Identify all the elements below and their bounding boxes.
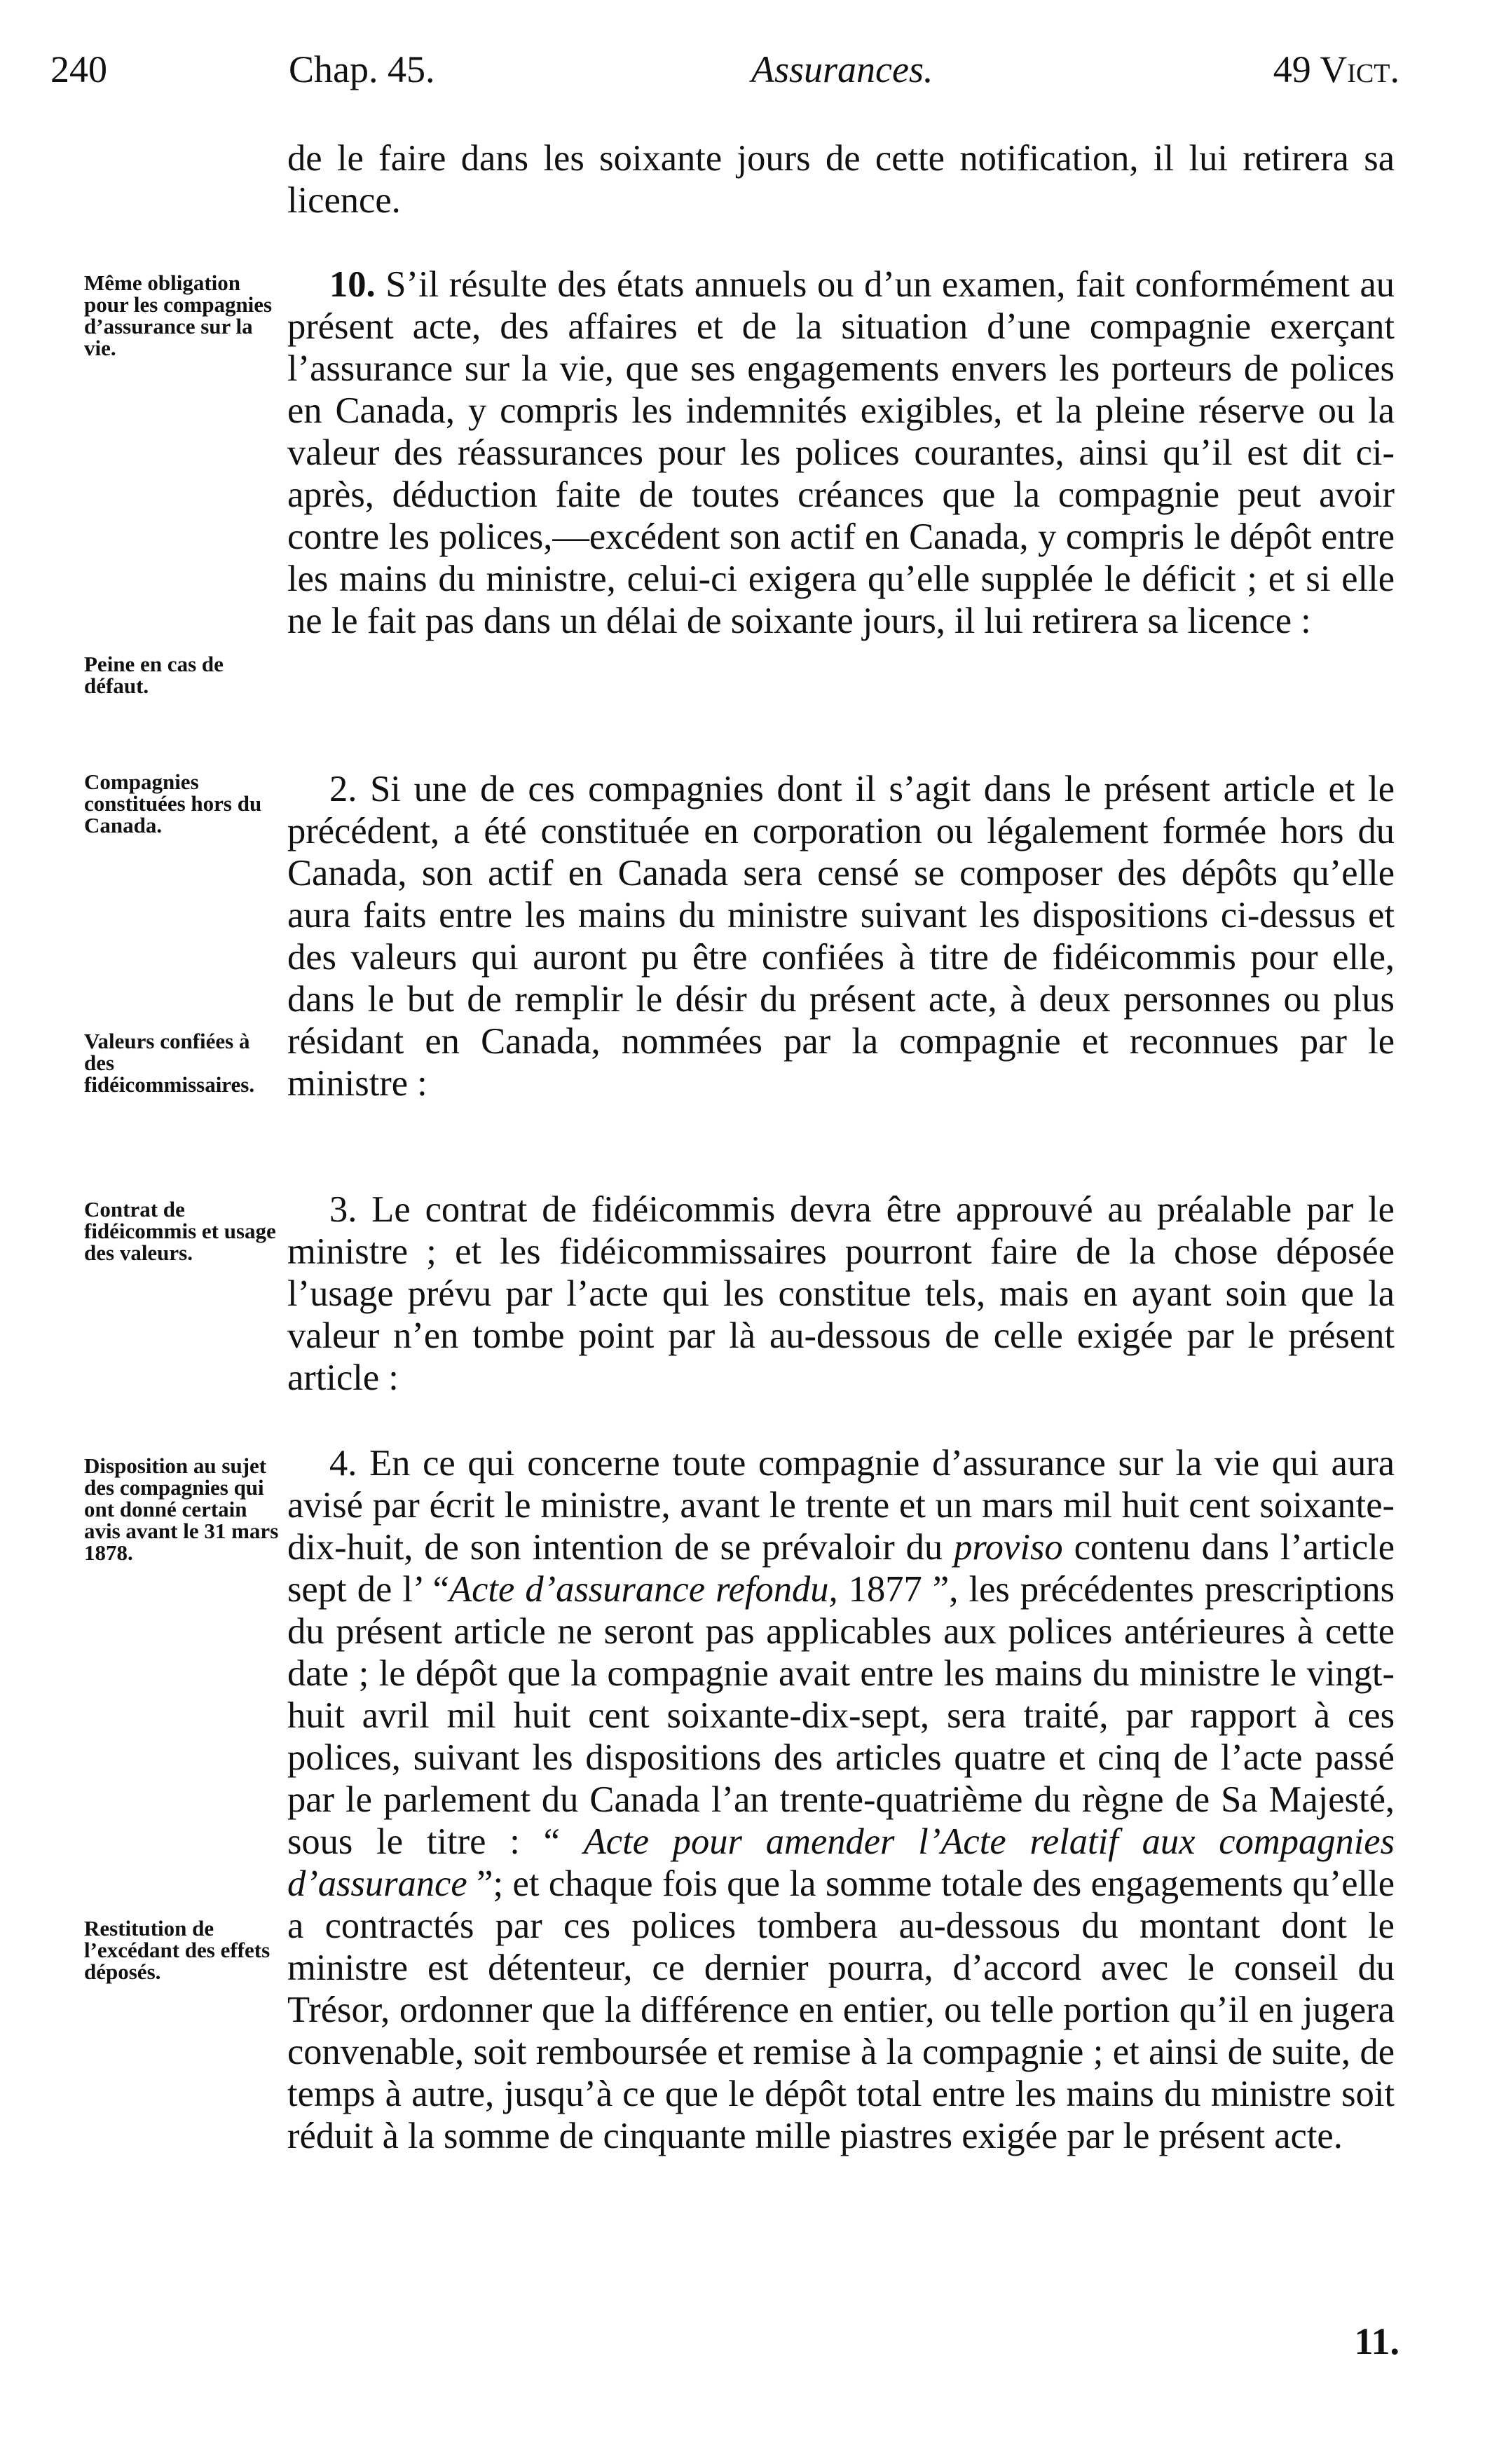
proviso-term: proviso — [954, 1527, 1063, 1568]
act-title-refondu: Acte d’assurance refondu, — [449, 1569, 838, 1610]
section-10-text: S’il résulte des états annuels ou d’un examen, fait conformément au présent acte, des affaires et de la situation d’une compagnie exerçant l’assurance sur la vie, que ses engagements envers les porteurs de polices en Canada, y compris les indemnités exigibles, et la pleine réserve ou la valeur des réassurances pour les polices courantes, ainsi qu’il est dit ci-après, déduction faite de toutes créances que la compagnie peut avoir contre les polices,—excédent son actif en Canada, y compris le dépôt entre les mains du ministre, celui-ci exigera qu’elle supplée le déficit ; et si elle ne le fait pas dans un délai de soixante jours, il lui retirera sa licence : — [287, 264, 1395, 641]
subsection-3 — [287, 1189, 1395, 1399]
marginal-note-restitution: Restitution de l’excédant des effets déposés. — [84, 1916, 271, 1984]
marginal-note-foreign-companies: Compagnies constituées hors du Canada. — [84, 769, 262, 837]
act-title-amend: Acte pour amender l’Acte relatif aux compagnies d’assurance — [287, 1821, 1395, 1904]
running-title: Assurances. — [751, 48, 933, 90]
marginal-note-notice-1878: Disposition au sujet des compagnies qui ont donné certain avis avant le 31 mars 1878. — [84, 1453, 279, 1565]
subsection-2 — [287, 768, 1395, 1104]
continuation-text: de le faire dans les soixante jours de cette notification, il lui retirera sa licence. — [287, 138, 1395, 221]
marginal-note-obligation: Même obligation pour les compagnies d’assurance sur la vie. — [84, 271, 273, 360]
section-10 — [287, 263, 1395, 642]
regnal-year: 49 Vict. — [1273, 48, 1399, 90]
subsection-4-part2: contenu dans l’article sept de l’ “ — [287, 1527, 1395, 1610]
section-10-paragraph — [287, 263, 1395, 642]
section-10-number: 10. — [329, 264, 376, 305]
subsection-3-text: 3. Le contrat de fidéicommis devra être approuvé au préalable par le ministre ; et les fidéicommissaires pourront faire de la chose déposée l’usage prévu par l’acte qui les constitue tels, mais en ayant soin que la valeur n’en tombe point par là au-dessous de celle exigée par le présent article : — [287, 1189, 1395, 1398]
marginal-note-trustees: Valeurs confiées à des fidéicommissaires. — [84, 1029, 255, 1097]
continuation-paragraph — [287, 137, 1395, 221]
subsection-4-part1: 4. En ce qui concerne toute compagnie d’assurance sur la vie qui aura avisé par écrit le ministre, avant le trente et un mars mil huit cent soixante-dix-huit, de son intention de se prévaloir du — [287, 1443, 1395, 1568]
marginal-note-trust-contract: Contrat de fidéicommis et usage des valeurs. — [84, 1197, 276, 1265]
subsection-4-part3: 1877 ”, les précédentes prescriptions du présent article ne seront pas applicables aux polices antérieures à cette date ; le dépôt que la compagnie avait entre les mains du ministre le vingt-huit avril mil huit cent soixante-dix-sept, sera traité, par rapport à ces polices, suivant les dispositions des articles quatre et cinq de l’acte passé par le parlement du Canada l’an trente-quatrième du règne de Sa Majesté, sous le titre : “ — [287, 1569, 1395, 1862]
catchword: 11. — [1354, 2320, 1399, 2362]
subsection-4-paragraph — [287, 1442, 1395, 2157]
subsection-4-part4: ”; et chaque fois que la somme totale des engagements qu’elle a contractés par ces polices tombera au-dessous du montant dont le ministre est détenteur, ce dernier pourra, d’accord avec le conseil du Trésor, ordonner que la différence en entier, ou telle portion qu’il en jugera convenable, soit remboursée et remise à la compagnie ; et ainsi de suite, de temps à autre, jusqu’à ce que le dépôt total entre les mains du ministre soit réduit à la somme de cinquante mille piastres exigée par le présent acte. — [287, 1863, 1395, 2156]
page-header — [50, 48, 1399, 97]
subsection-4 — [287, 1442, 1395, 2157]
chapter-label: Chap. 45. — [289, 48, 435, 90]
subsection-2-text: 2. Si une de ces compagnies dont il s’agit dans le présent article et le précédent, a été constituée en corporation ou légalement formée hors du Canada, son actif en Canada sera censé se composer des dépôts qu’elle aura faits entre les mains du ministre suivant les dispositions ci-dessus et des valeurs qui auront pu être confiées à titre de fidéicommis pour elle, dans le but de remplir le désir du présent acte, à deux personnes ou plus résidant en Canada, nommées par la compagnie et reconnues par le ministre : — [287, 769, 1395, 1104]
marginal-note-penalty: Peine en cas de défaut. — [84, 652, 224, 698]
page-number: 240 — [50, 48, 107, 90]
